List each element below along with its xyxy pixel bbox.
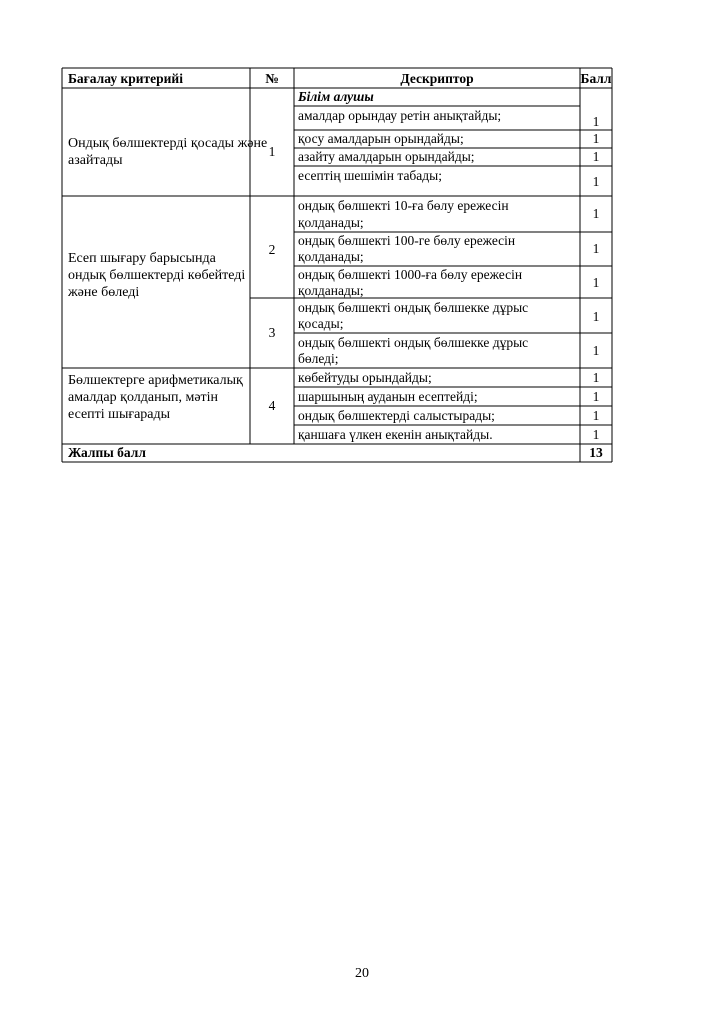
criterion-number-2: 2 [268, 242, 276, 257]
descriptor-text: ондық бөлшекті 1000-ға бөлу ережесін [298, 267, 523, 282]
descriptor-text-cont: қолданады; [298, 283, 364, 298]
descriptor-text-cont: бөледі; [298, 351, 339, 366]
descriptor-score: 1 [592, 174, 600, 189]
descriptor-score: 1 [592, 427, 600, 442]
descriptor-text: қосу амалдарын орындайды; [298, 131, 464, 146]
criterion-number-3: 3 [268, 325, 276, 340]
descriptor-text: ондық бөлшекті 100-ге бөлу ережесін [298, 233, 516, 248]
descriptor-text: қаншаға үлкен екенін анықтайды. [298, 427, 493, 442]
criterion-number-1: 1 [268, 144, 276, 159]
criterion-1: Ондық бөлшектерді қосады және азайтады [68, 136, 268, 168]
header-number: № [265, 71, 279, 86]
descriptor-score: 1 [592, 149, 600, 164]
total-label: Жалпы балл [68, 445, 146, 460]
descriptor-text: көбейтуды орындайды; [298, 370, 432, 385]
descriptor-text: шаршының ауданын есептейді; [298, 389, 478, 404]
total-value: 13 [589, 445, 603, 460]
subheader-learner: Білім алушы [298, 89, 374, 104]
descriptor-text-cont: қосады; [298, 316, 344, 331]
criterion-number-4: 4 [268, 398, 276, 413]
criterion-3: Бөлшектерге арифметикалық амалдар қолданып, мәтін есепті шығарады [68, 373, 243, 422]
descriptor-text: ондық бөлшекті ондық бөлшекке дұрыс [298, 300, 529, 315]
descriptor-text-cont: қолданады; [298, 215, 364, 230]
page-number: 20 [355, 966, 369, 981]
descriptor-text: ондық бөлшектерді салыстырады; [298, 408, 495, 423]
descriptor-score: 1 [592, 206, 600, 221]
descriptor-score: 1 [592, 241, 600, 256]
descriptor-text: ондық бөлшекті 10-ға бөлу ережесін [298, 198, 509, 213]
descriptor-score: 1 [592, 131, 600, 146]
descriptor-text: ондық бөлшекті ондық бөлшекке дұрыс [298, 335, 529, 350]
descriptor-text: есептің шешімін табады; [298, 168, 442, 183]
descriptor-text: азайту амалдарын орындайды; [298, 149, 475, 164]
descriptor-score: 1 [592, 275, 600, 290]
descriptor-text-cont: қолданады; [298, 249, 364, 264]
descriptor-score: 1 [592, 343, 600, 358]
header-criterion: Бағалау критерийі [68, 71, 183, 86]
criterion-2: Есеп шығару барысында ондық бөлшектерді көбейтеді және бөледі [68, 251, 246, 300]
descriptor-score: 1 [592, 370, 600, 385]
descriptor-text: амалдар орындау ретін анықтайды; [298, 108, 502, 123]
header-score: Балл [580, 71, 612, 86]
header-descriptor: Дескриптор [400, 71, 474, 86]
descriptor-score: 1 [592, 408, 600, 423]
descriptor-score: 1 [592, 389, 600, 404]
descriptor-score: 1 [592, 114, 600, 129]
descriptor-score: 1 [592, 309, 600, 324]
